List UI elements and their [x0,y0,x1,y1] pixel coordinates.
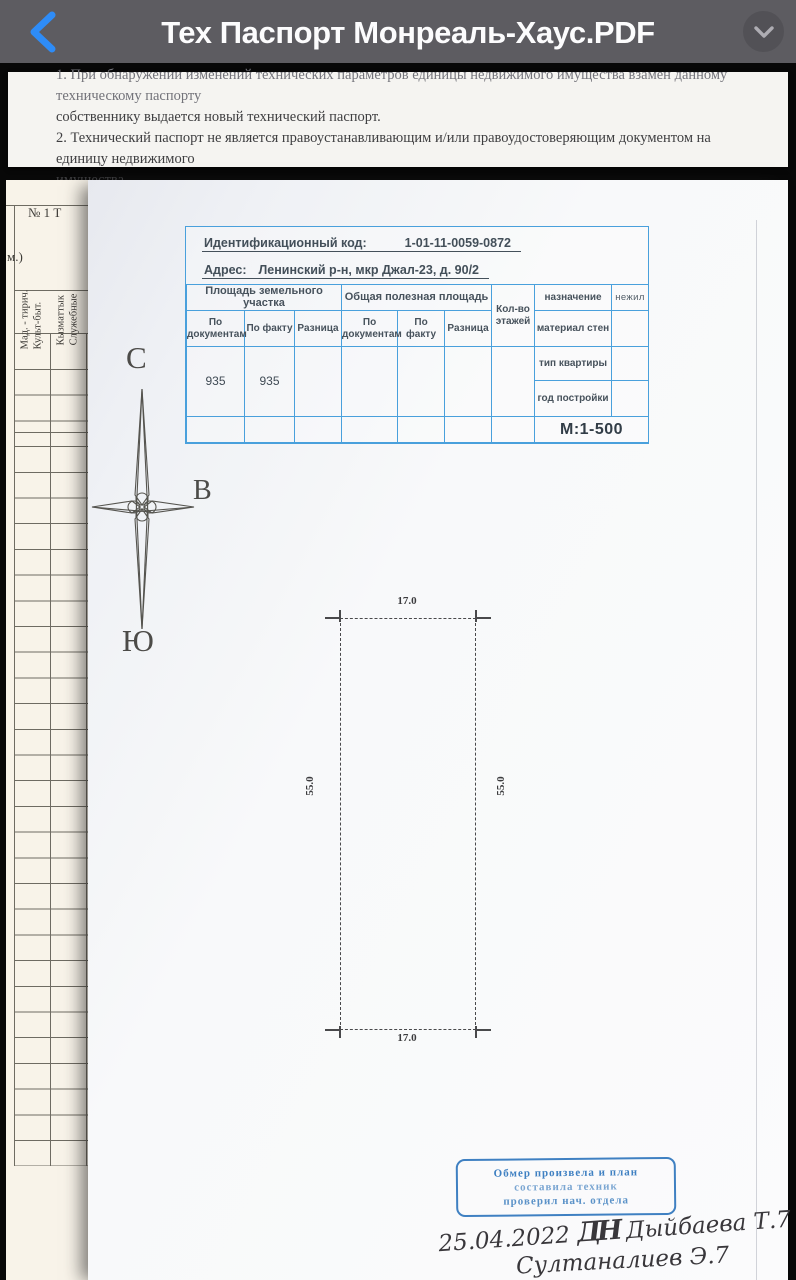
rotated-header-text: Служебные [68,293,79,346]
sheet-number: № 1 Т [28,205,62,220]
area-table [186,284,649,443]
compass-south-label: Ю [122,623,154,658]
col-group-usable-area: Общая полезная площадь [342,285,492,311]
subcol-by-documents: По документам [342,311,398,347]
address-label: Адрес: [204,263,247,277]
cell-empty [492,347,535,417]
corner-tick [475,1026,477,1038]
corner-tick [475,617,491,619]
dimension-right: 55.0 [495,776,507,796]
row-apartment-type: тип квартиры [535,347,612,381]
id-code-value: 1-01-11-0059-0872 [404,236,511,250]
cell-empty [398,347,445,417]
margin-note: м.) [7,249,23,264]
corner-tick [475,610,477,622]
compass-east-label: В [193,475,212,506]
rotated-header-cell [50,270,86,369]
compass-north-label: С [126,340,147,375]
col-non-residential: нежил [612,285,649,311]
compass-rose-icon [82,377,202,647]
stamp-line: проверил нач. отдела [503,1194,630,1208]
cell-empty [295,347,342,417]
cell-empty [342,417,398,443]
land-area-by-documents: 935 [187,347,245,417]
land-area-by-fact: 935 [245,347,295,417]
more-options-button[interactable] [743,11,784,52]
previous-page-fragment [8,67,788,167]
rotated-header-text: Культ-быт. [32,301,44,350]
dimension-left: 55.0 [304,776,316,796]
subcol-by-fact: По факту [245,311,295,347]
row-wall-material: материал стен [535,311,612,347]
cell-empty [398,417,445,443]
document-title: Тех Паспорт Монреаль-Хаус.PDF [161,15,655,50]
chevron-down-icon [753,25,775,39]
pdf-page-canvas[interactable] [0,63,796,1280]
identification-code-row [186,227,648,254]
stamp-line: Обмер произвела и план [493,1166,639,1180]
fragment-line: 1. При обнаружении изменений технических параметров единицы недвижимого имущества взамен данному техническому паспорту [56,67,728,104]
fragment-line: собственнику выдается новый технический паспорт. [56,109,381,125]
subcol-by-documents: По документам [187,311,245,347]
chevron-left-icon [26,8,70,56]
col-group-land-area: Площадь земельного участка [187,285,342,311]
surveyor-stamp [456,1157,677,1217]
back-button[interactable] [26,8,70,56]
dimension-bottom: 17.0 [397,1032,417,1044]
cell-empty [612,311,649,347]
address-row [186,254,648,281]
cell-empty [492,417,535,443]
rotated-header-text: Мад. - тирич. [19,289,31,350]
signature-name: Султаналиев Э.7 [515,1242,730,1280]
cell-empty [342,347,398,417]
cell-empty [612,347,649,381]
rotated-header-cell [14,270,50,369]
plan-page [88,180,792,1280]
subcol-by-fact: По факту [398,311,445,347]
col-purpose: назначение [535,285,612,311]
cell-empty [445,347,492,417]
dimension-top: 17.0 [397,595,417,607]
top-navigation-bar [0,0,796,63]
signature-date: 25.04.2022 [437,1222,571,1258]
land-plot-outline [340,618,476,1030]
corner-tick [475,1029,491,1031]
cell-empty [295,417,342,443]
stamp-line: составила техник [514,1180,618,1194]
underlying-sheet-strip [6,180,88,1280]
corner-tick [339,610,341,622]
id-code-label: Идентификационный код: [204,236,367,250]
empty-grid-rows [14,369,88,1166]
cell-empty [612,381,649,417]
cell-empty [445,417,492,443]
identification-table [185,226,649,444]
fragment-line: 2. Технический паспорт не является правоустанавливающим и/или правоудостоверяющим документом на единицу недвижимого [56,130,711,167]
map-scale: М:1-500 [535,417,649,443]
col-floors: Кол-во этажей [492,285,535,347]
signature-monogram: ДН [576,1214,620,1249]
address-value: Ленинский р-н, мкр Джал-23, д. 90/2 [258,263,479,277]
rotated-header-text: Кызматтык [55,295,67,346]
subcol-difference: Разница [445,311,492,347]
page-fold-line [756,220,757,1280]
cell-empty [245,417,295,443]
row-construction-year: год постройки [535,381,612,417]
subcol-difference: Разница [295,311,342,347]
signature-name: Дыйбаева Т.7 [625,1206,792,1245]
